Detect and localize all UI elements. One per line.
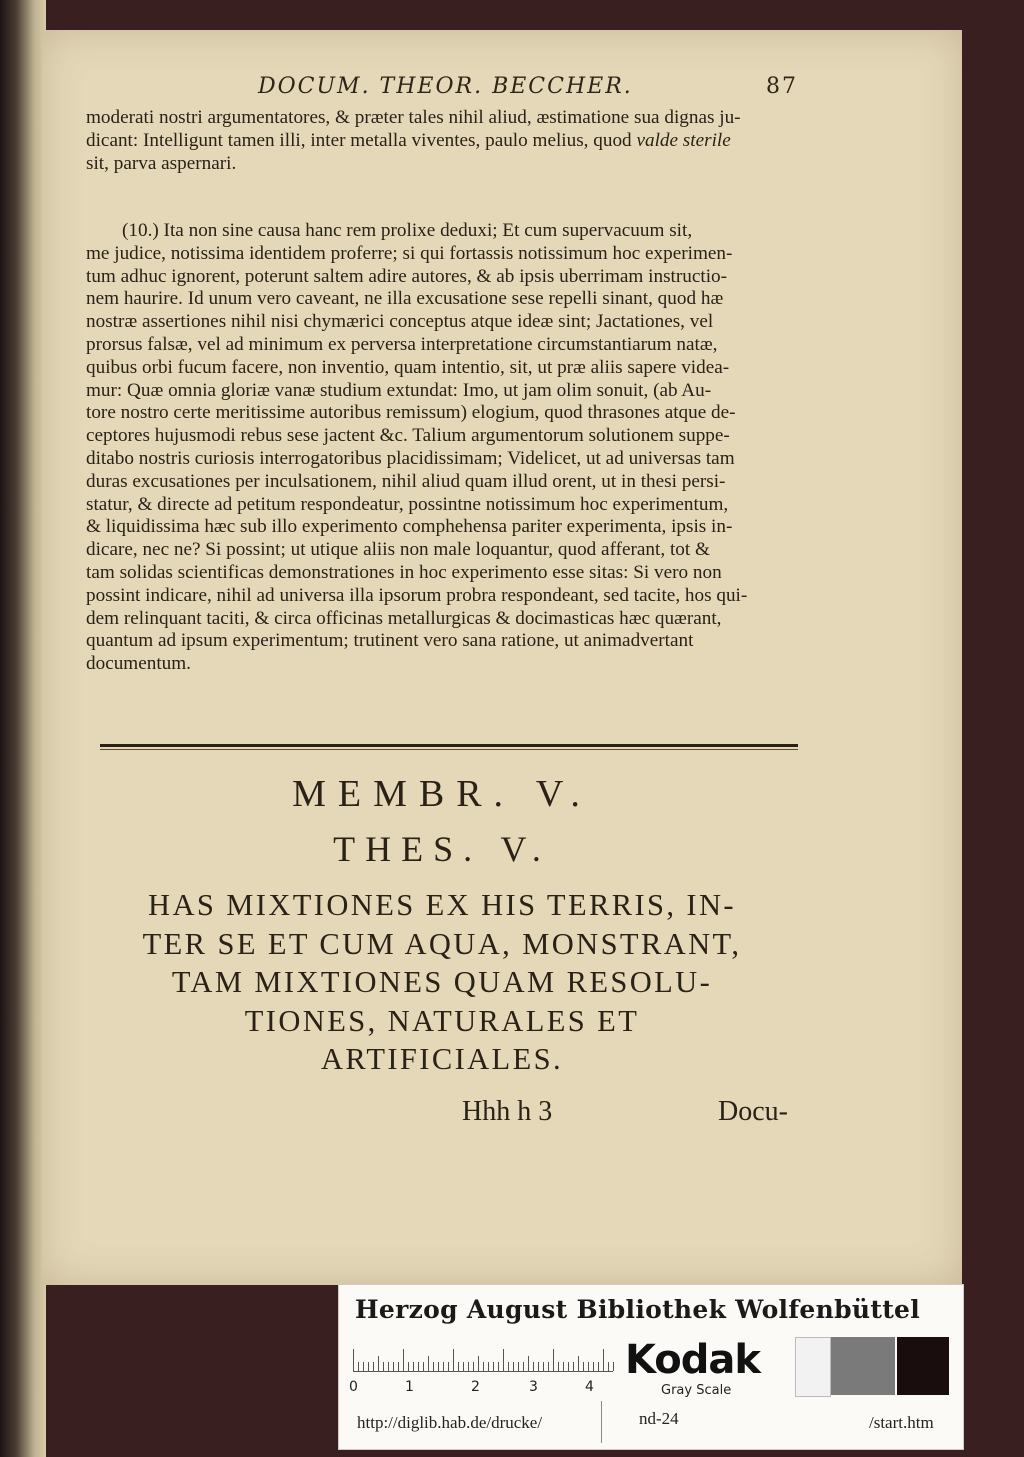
gray-swatch-mid — [831, 1337, 895, 1395]
ruler-tick — [588, 1362, 589, 1371]
ruler-tick — [403, 1349, 404, 1371]
ruler-tick — [533, 1362, 534, 1371]
running-title: DOCUM. THEOR. BECCHER. — [258, 74, 633, 99]
ruler-tick — [558, 1362, 559, 1371]
ruler-number: 1 — [405, 1379, 414, 1395]
ruler-tick — [413, 1362, 414, 1371]
gray-swatch-black — [897, 1337, 949, 1395]
thesis-title — [86, 886, 798, 1079]
section-rule-thin — [100, 749, 798, 750]
text-line: (10.) Ita non sine causa hanc rem prolixe deduxi; Et cum supervacuum sit, — [122, 220, 693, 241]
text-line: quibus orbi fucum facere, non inventio, quam intentio, sit, ut præ aliis sapere videa- — [86, 356, 730, 378]
text-line: tum adhuc ignorent, poterunt saltem adire autores, & ab ipsis uberrimam instructio- — [86, 265, 728, 287]
ruler-tick — [488, 1362, 489, 1371]
text-line: documentum. — [86, 653, 191, 675]
text-line: dicare, nec ne? Si possint; ut utique aliis non male loquantur, quod afferant, tot & — [86, 539, 710, 561]
ruler-tick — [548, 1362, 549, 1371]
text-line: prorsus falsæ, vel ad minimum ex perversa interpretatione circumstantiarum natæ, — [86, 333, 718, 355]
text-line: sit, parva aspernari. — [86, 152, 237, 174]
ruler-tick — [543, 1362, 544, 1371]
ruler-tick — [473, 1362, 474, 1371]
page-number: 87 — [766, 74, 798, 99]
url-divider — [601, 1401, 602, 1443]
ruler-number: 2 — [471, 1379, 480, 1395]
ruler-tick — [453, 1349, 454, 1371]
paragraph-10 — [86, 220, 798, 676]
ruler-tick — [518, 1362, 519, 1371]
thesis-heading: THES. V. — [333, 829, 551, 869]
ruler-tick — [503, 1349, 504, 1371]
ruler-number: 0 — [349, 1379, 358, 1395]
text-line: dicant: Intelligunt tamen illi, inter metalla viventes, paulo melius, quod valde sterile — [86, 129, 731, 151]
text-line: statur, & directe ad petitum respondeatur, possintne notissimum hoc experimentum, — [86, 493, 729, 515]
kodak-logo: Kodak — [625, 1337, 760, 1383]
adjacent-page-edge — [0, 0, 46, 1457]
color-target-card — [338, 1284, 964, 1450]
ruler-tick — [458, 1362, 459, 1371]
ruler-tick — [568, 1362, 569, 1371]
ruler-tick — [463, 1362, 464, 1371]
ruler-tick — [428, 1356, 429, 1371]
section-heading: MEMBR. V. — [292, 773, 592, 815]
section-rule — [100, 744, 798, 747]
text-line: tam solidas scientificas demonstrationes in hoc experimento esse sitas: Si vero non — [86, 561, 722, 583]
plate-id: nd-24 — [639, 1409, 679, 1428]
title-line: ARTIFICIALES. — [320, 1042, 564, 1076]
ruler-tick — [423, 1362, 424, 1371]
ruler-tick — [493, 1362, 494, 1371]
ruler-tick — [573, 1362, 574, 1371]
ruler-tick — [373, 1362, 374, 1371]
text-line: & liquidissima hæc sub illo experimento comphehensa pariter experimenta, ipsis in- — [86, 516, 733, 538]
ruler-tick — [508, 1362, 509, 1371]
url-left: http://diglib.hab.de/drucke/ — [357, 1413, 543, 1432]
text-line: quantum ad ipsum experimentum; trutinent vero sana ratione, ut animadvertant — [86, 630, 694, 652]
ruler-tick — [478, 1356, 479, 1371]
ruler-tick — [578, 1356, 579, 1371]
text-line: me judice, notissima identidem proferre; si qui fortassis notissimum hoc experimen- — [86, 242, 733, 264]
ruler-tick — [483, 1362, 484, 1371]
ruler-tick — [523, 1362, 524, 1371]
title-line: TAM MIXTIONES QUAM RESOLU- — [171, 965, 713, 999]
ruler-number: 4 — [585, 1379, 594, 1395]
text-line: ditabo nostris curiosis interrogatoribus placidissimam; Videlicet, ut ad universas tam — [86, 447, 735, 469]
ruler-tick — [513, 1362, 514, 1371]
paragraph-continuation — [86, 107, 798, 175]
text-line: moderati nostri argumentatores, & præter tales nihil aliud, æstimatione sua dignas ju- — [86, 107, 741, 128]
gray-scale-label: Gray Scale — [661, 1383, 732, 1398]
url-right: /start.htm — [869, 1413, 934, 1432]
ruler-tick — [398, 1362, 399, 1371]
ruler-tick — [598, 1362, 599, 1371]
italic-phrase: valde sterile — [636, 129, 731, 151]
ruler-tick — [608, 1362, 609, 1371]
ruler-tick — [563, 1362, 564, 1371]
gray-swatch-white — [795, 1337, 831, 1397]
measurement-ruler — [353, 1347, 613, 1372]
signature-mark: Hhh h 3 — [462, 1096, 553, 1127]
ruler-tick — [368, 1362, 369, 1371]
ruler-tick — [538, 1362, 539, 1371]
ruler-tick — [593, 1362, 594, 1371]
ruler-tick — [418, 1362, 419, 1371]
library-name: Herzog August Bibliothek Wolfenbüttel — [355, 1295, 921, 1324]
title-line: TER SE ET CUM AQUA, MONSTRANT, — [142, 926, 742, 961]
ruler-tick — [498, 1362, 499, 1371]
ruler-tick — [528, 1356, 529, 1371]
text-line: mur: Quæ omnia gloriæ vanæ studium extundat: Imo, ut jam olim sonuit, (ab Au- — [86, 379, 712, 401]
ruler-labels — [349, 1379, 609, 1399]
ruler-tick — [378, 1356, 379, 1371]
text-line: possint indicare, nihil ad universa illa ipsorum probra respondeant, sed tacite, hos qui- — [86, 584, 748, 606]
ruler-number: 3 — [529, 1379, 538, 1395]
ruler-tick — [388, 1362, 389, 1371]
ruler-tick — [363, 1362, 364, 1371]
ruler-tick — [358, 1362, 359, 1371]
text-line: nem haurire. Id unum vero caveant, ne illa excusatione sese repelli sinant, quod hæ — [86, 288, 724, 310]
text-line: duras excusationes per inculsationem, nihil aliud quam illud orent, ut in thesi persi- — [86, 470, 726, 492]
ruler-tick — [393, 1362, 394, 1371]
ruler-tick — [408, 1362, 409, 1371]
ruler-tick — [583, 1362, 584, 1371]
catchword: Docu- — [718, 1096, 788, 1127]
ruler-tick — [443, 1362, 444, 1371]
text-line: dem relinquant taciti, & circa officinas metallurgicas & docimasticas hæc quærant, — [86, 607, 722, 629]
ruler-tick — [433, 1362, 434, 1371]
ruler-tick — [603, 1349, 604, 1371]
text-line: nostræ assertiones nihil nisi chymærici conceptus atque ideæ sint; Jactationes, vel — [86, 311, 714, 333]
ruler-tick — [448, 1362, 449, 1371]
ruler-tick — [438, 1362, 439, 1371]
ruler-tick — [553, 1349, 554, 1371]
title-line: TIONES, NATURALES ET — [244, 1003, 640, 1038]
ruler-tick — [353, 1349, 354, 1371]
ruler-tick — [383, 1362, 384, 1371]
title-line: HAS MIXTIONES EX HIS TERRIS, IN- — [148, 888, 736, 922]
ruler-tick — [613, 1362, 614, 1371]
text-line: tore nostro certe meritissime autoribus remissum) elogium, quod thrasones atque de- — [86, 402, 736, 424]
ruler-tick — [468, 1362, 469, 1371]
text-line: ceptores hujusmodi rebus sese jactent &c. Talium argumentorum solutionem suppe- — [86, 425, 730, 447]
